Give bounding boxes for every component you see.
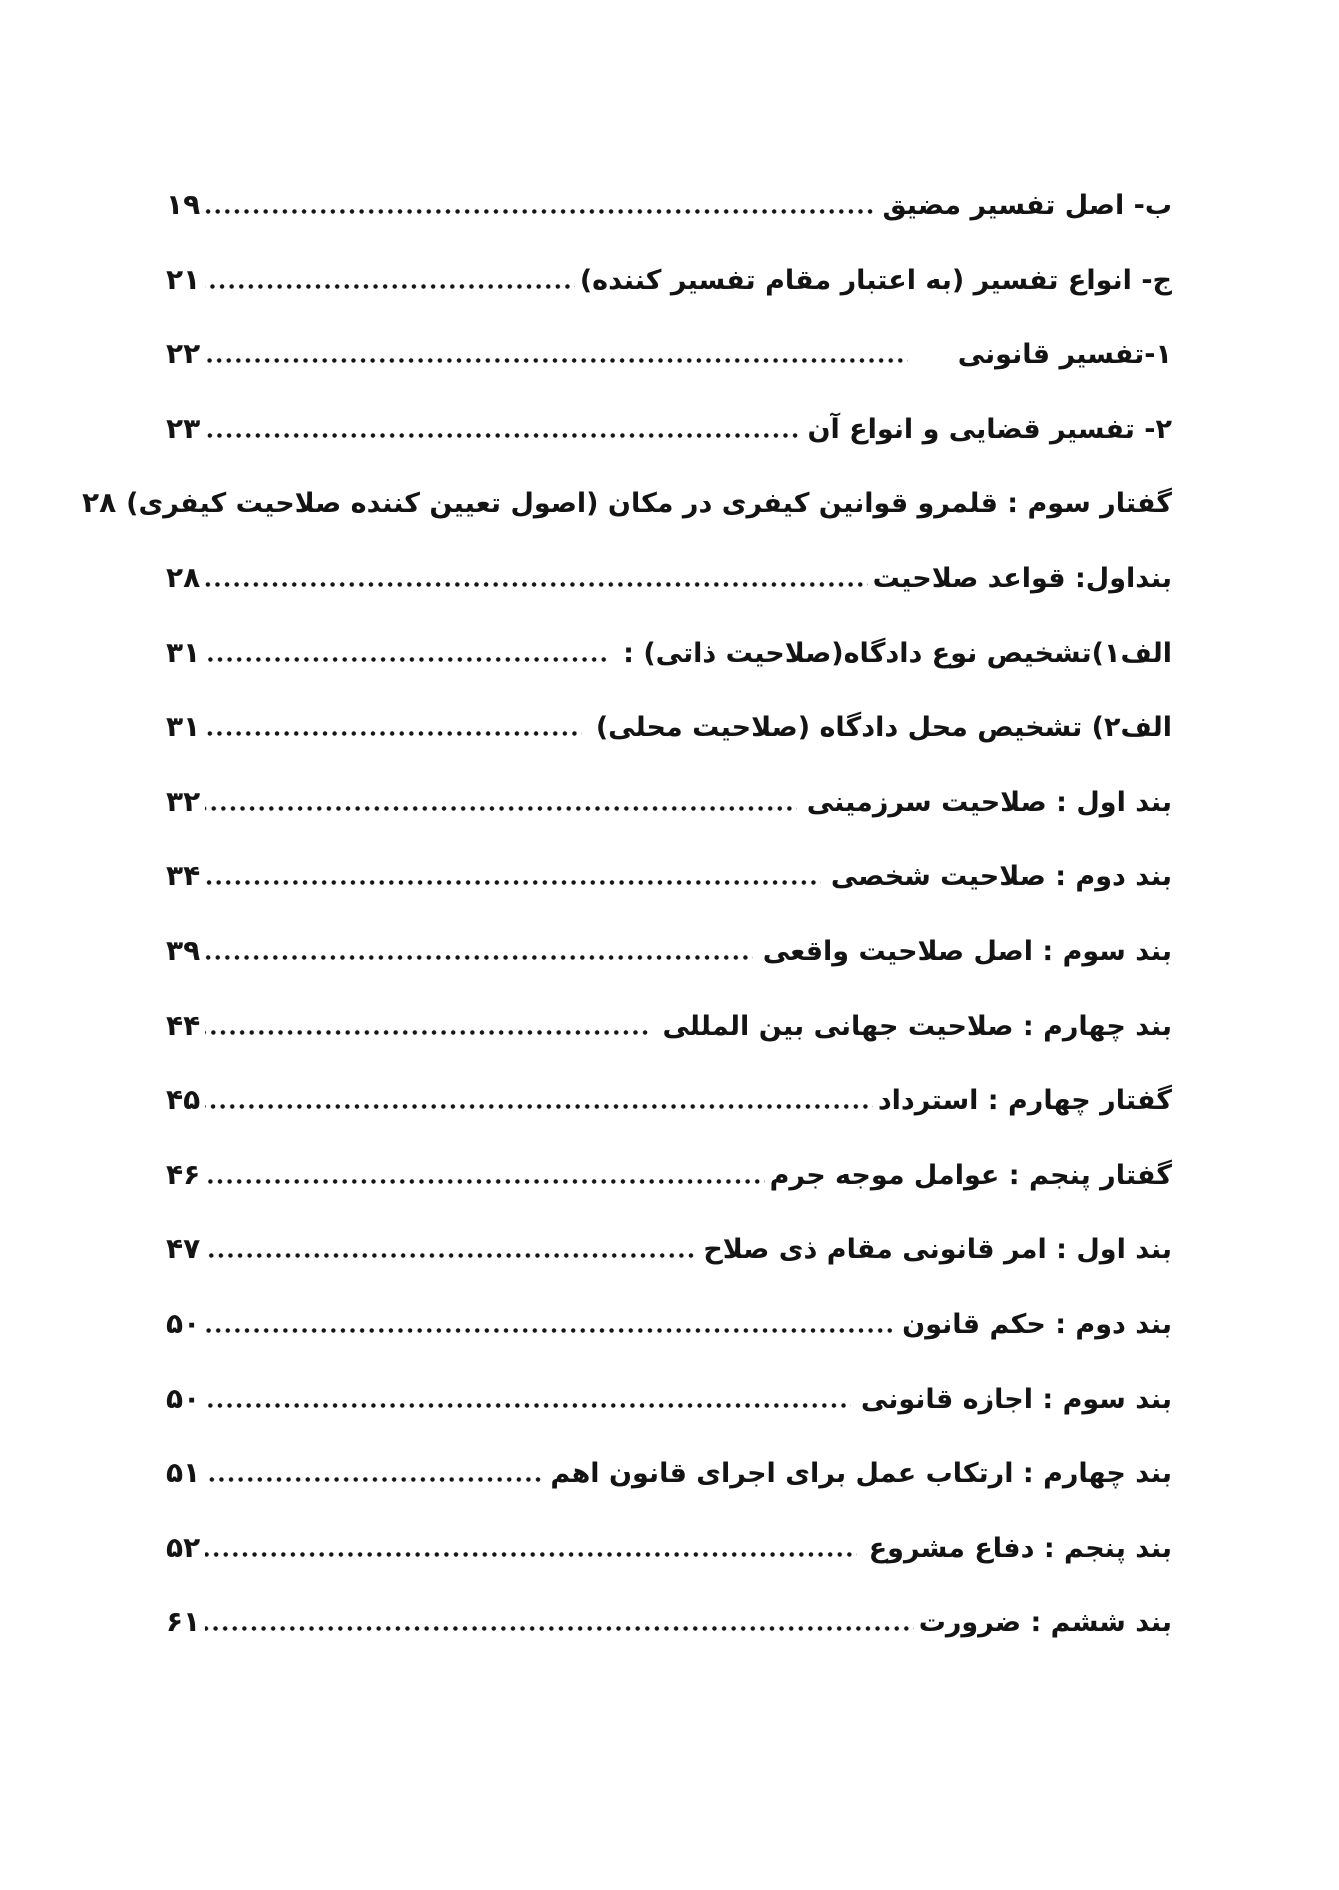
- toc-page-number: ۵۱: [166, 1456, 201, 1490]
- toc-entry-title: ب- اصل تفسیر مضیق: [882, 190, 1172, 221]
- toc-page-number: ۲۱: [166, 262, 201, 296]
- toc-entry-title: بند پنجم : دفاع مشروع: [868, 1532, 1172, 1564]
- toc-leader-dots: [205, 433, 802, 438]
- toc-page-number: ۲۲: [166, 337, 201, 371]
- toc-row: [166, 164, 1172, 239]
- toc-row: [166, 910, 1172, 985]
- toc-page-number: ۴۷: [166, 1232, 201, 1266]
- toc-entry-title: بند اول : صلاحیت سرزمینی: [806, 786, 1172, 818]
- toc-leader-dots: [205, 1328, 897, 1333]
- toc-entry-title: بند چهارم : ارتکاب عمل برای اجرای قانون اهم: [550, 1458, 1172, 1490]
- toc-row: [166, 1358, 1172, 1433]
- toc-entry-title: الف۲) تشخیص محل دادگاه (صلاحیت محلی): [595, 712, 1172, 744]
- toc-entry-title: بند سوم : اصل صلاحیت واقعی: [762, 935, 1172, 967]
- toc-entry-title: گفتار چهارم : استرداد: [877, 1085, 1172, 1117]
- toc-row: [166, 761, 1172, 836]
- toc-page-number: ۶۱: [166, 1605, 201, 1639]
- toc-row: [166, 686, 1172, 761]
- toc-page-number: ۲۳: [166, 411, 201, 445]
- toc-entry-title: ۲- تفسیر قضایی و انواع آن: [807, 413, 1172, 445]
- toc-page-number: ۲۸: [81, 486, 117, 520]
- toc-entry-title: الف۱)تشخیص نوع دادگاه(صلاحیت ذاتی) :: [623, 637, 1172, 669]
- toc-entry-title: گفتار پنجم : عوامل موجه جرم: [769, 1159, 1172, 1191]
- toc-leader-dots: [205, 582, 867, 587]
- toc-row: [166, 313, 1172, 388]
- toc-leader-dots: [205, 657, 611, 662]
- toc-leader-dots: [205, 1253, 698, 1258]
- toc-leader-dots: [205, 1552, 857, 1557]
- toc-entry-title: بنداول: قواعد صلاحیت: [872, 562, 1172, 594]
- toc-page-number: ۳۹: [166, 933, 201, 967]
- toc-row: [166, 1581, 1172, 1656]
- toc-row: [166, 1059, 1172, 1134]
- toc-page-number: ۴۶: [166, 1157, 201, 1191]
- toc-page-number: ۱۹: [166, 188, 201, 221]
- toc-list: [81, 164, 1172, 1656]
- toc-leader-dots: [205, 284, 575, 289]
- toc-entry-title: گفتار سوم : قلمرو قوانین کیفری در مکان (اصول تعیین کننده صلاحیت کیفری): [126, 488, 1172, 520]
- toc-page-number: ۳۱: [166, 710, 201, 744]
- toc-entry-title: بند دوم : حکم قانون: [902, 1308, 1172, 1340]
- toc-row: [166, 1432, 1172, 1507]
- toc-page-number: ۵۰: [166, 1381, 201, 1415]
- toc-row: [166, 1208, 1172, 1283]
- toc-row: [81, 462, 1172, 537]
- toc-leader-dots: [205, 806, 797, 811]
- toc-leader-dots: [205, 880, 821, 885]
- toc-leader-dots: [205, 1626, 914, 1631]
- toc-leader-dots: [205, 955, 753, 960]
- toc-entry-title: بند دوم : صلاحیت شخصی: [830, 861, 1172, 893]
- toc-leader-dots: [205, 209, 877, 214]
- toc-row: [166, 1134, 1172, 1209]
- toc-row: [166, 537, 1172, 612]
- toc-leader-dots: [205, 1403, 851, 1408]
- toc-leader-dots: [205, 1477, 545, 1482]
- toc-page-number: ۳۱: [166, 635, 201, 669]
- toc-page-number: ۴۵: [166, 1083, 201, 1117]
- toc-row: [166, 612, 1172, 687]
- toc-entry-title: بند اول : امر قانونی مقام ذی صلاح: [703, 1234, 1172, 1266]
- toc-row: [166, 388, 1172, 463]
- toc-entry-title: ج- انواع تفسیر (به اعتبار مقام تفسیر کننده): [579, 264, 1172, 296]
- toc-leader-dots: [205, 358, 908, 363]
- toc-page-number: ۳۴: [166, 859, 201, 893]
- toc-page-number: ۴۴: [166, 1008, 201, 1042]
- toc-entry-title: بند چهارم : صلاحیت جهانی بین المللی: [662, 1010, 1172, 1042]
- toc-leader-dots: [205, 1030, 652, 1035]
- toc-entry-title: بند ششم : ضرورت: [918, 1607, 1172, 1639]
- toc-page-number: ۳۲: [166, 784, 201, 818]
- toc-row: [166, 1283, 1172, 1358]
- toc-row: [166, 239, 1172, 314]
- toc-page-number: ۵۰: [166, 1306, 201, 1340]
- toc-leader-dots: [205, 1179, 764, 1184]
- toc-entry-title: ۱-تفسیر قانونی: [957, 339, 1172, 371]
- toc-page-number: ۲۸: [166, 560, 201, 594]
- toc-leader-dots: [205, 1104, 873, 1109]
- toc-row: [166, 835, 1172, 910]
- toc-row: [166, 1507, 1172, 1582]
- toc-page-number: ۵۲: [166, 1530, 201, 1564]
- toc-leader-dots: [205, 731, 582, 736]
- toc-row: [166, 985, 1172, 1060]
- toc-entry-title: بند سوم : اجازه قانونی: [860, 1383, 1172, 1415]
